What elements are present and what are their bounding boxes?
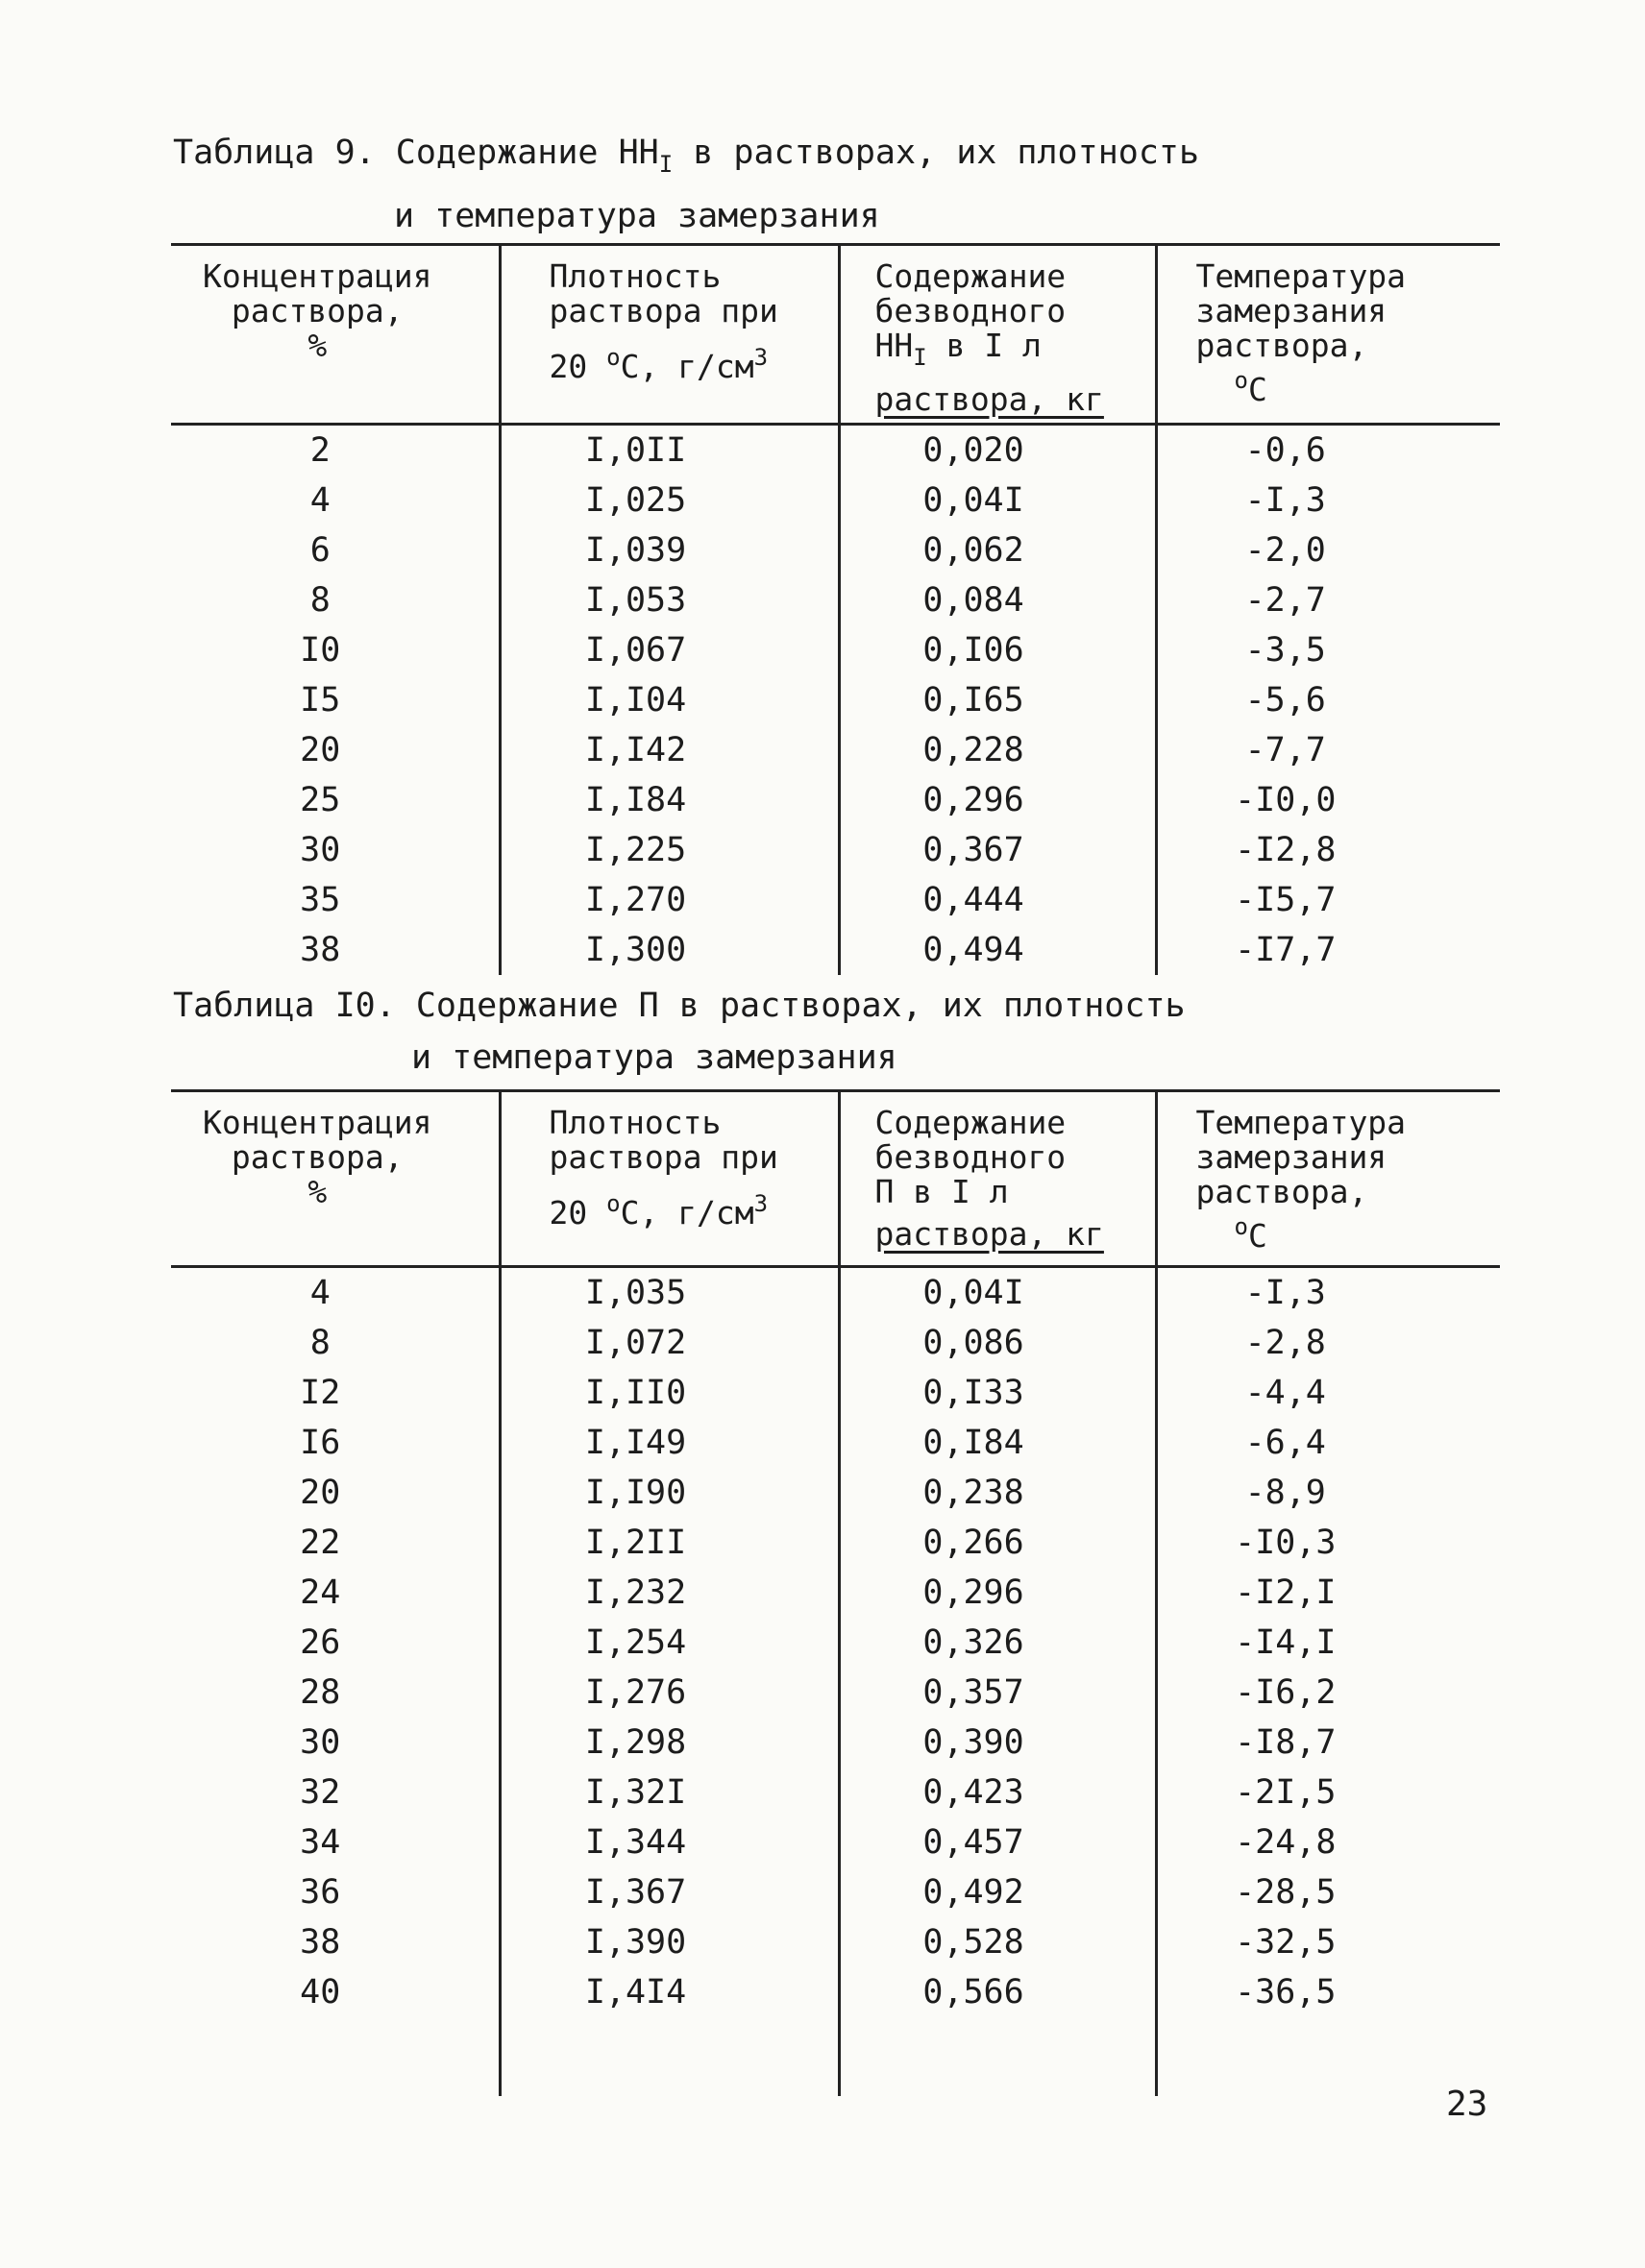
- table-9-header: [171, 245, 1500, 425]
- table-9-caption: [173, 127, 1518, 242]
- table-cell: 0,084: [839, 575, 1156, 625]
- table-cell: 0,390: [839, 1718, 1156, 1768]
- table-row: [171, 1368, 1500, 1418]
- table-cell: 0,086: [839, 1318, 1156, 1368]
- table-cell: I,300: [500, 925, 839, 975]
- table-cell: -28,5: [1235, 1873, 1337, 1912]
- table-cell: -I8,7: [1235, 1723, 1337, 1762]
- table-cell: -I,3: [1244, 481, 1326, 520]
- table-row: [171, 1318, 1500, 1368]
- table-cell: -8,9: [1244, 1474, 1326, 1512]
- table-cell: 20: [171, 1468, 500, 1518]
- table-row: [171, 575, 1500, 625]
- table-row: [171, 1618, 1500, 1668]
- table-cell: -0,6: [1244, 431, 1326, 470]
- table-10-caption-text: Таблица I0. Содержание П в растворах, их плотность: [173, 987, 1186, 1025]
- table-cell: 0,423: [839, 1768, 1156, 1817]
- table-cell: I,232: [500, 1568, 839, 1618]
- table-cell: 26: [171, 1618, 500, 1668]
- table-cell: 0,I84: [839, 1418, 1156, 1468]
- table-cell: 30: [171, 825, 500, 875]
- table-10: [171, 1089, 1500, 2096]
- table-cell: 4: [171, 476, 500, 525]
- table-cell: 0,528: [839, 1917, 1156, 1967]
- table-cell: 0,I06: [839, 625, 1156, 675]
- table-cell: I6: [171, 1418, 500, 1468]
- table-cell: -I2,I: [1235, 1573, 1337, 1612]
- table-cell: I,I90: [500, 1468, 839, 1518]
- table-cell: I,367: [500, 1867, 839, 1917]
- table-cell: -I2,8: [1235, 831, 1337, 869]
- table-cell: I,254: [500, 1618, 839, 1668]
- table-row: [171, 525, 1500, 575]
- table-cell: 0,228: [839, 725, 1156, 775]
- table-row: [171, 1468, 1500, 1518]
- header-freezing-temperature: Температура замерзания раствора, $^о$С: [1156, 1091, 1500, 1267]
- table-9-caption-subscript: I: [658, 151, 674, 178]
- table-cell: I,039: [500, 525, 839, 575]
- table-row: [171, 825, 1500, 875]
- table-cell: 0,04I: [839, 476, 1156, 525]
- table-cell: 8: [171, 1318, 500, 1368]
- table-row: [171, 1418, 1500, 1468]
- table-row: [171, 725, 1500, 775]
- table-cell: 34: [171, 1817, 500, 1867]
- table-cell: -32,5: [1235, 1923, 1337, 1962]
- table-cell: 0,494: [839, 925, 1156, 975]
- table-cell: -I,3: [1244, 1274, 1326, 1312]
- table-cell: -36,5: [1235, 1973, 1337, 2012]
- table-cell: 32: [171, 1768, 500, 1817]
- table-cell: 0,566: [839, 1967, 1156, 2017]
- table-row: [171, 625, 1500, 675]
- table-cell: 0,I65: [839, 675, 1156, 725]
- table-cell: 0,296: [839, 775, 1156, 825]
- table-10-caption-line2: и температура замерзания: [411, 1038, 897, 1077]
- table-row: [171, 1967, 1500, 2017]
- table-cell: 40: [171, 1967, 500, 2017]
- table-cell: -7,7: [1244, 731, 1326, 769]
- header-concentration: Концентрация раствора, %: [171, 245, 500, 425]
- table-row: [171, 675, 1500, 725]
- table-cell: 0,326: [839, 1618, 1156, 1668]
- table-cell: -I7,7: [1235, 931, 1337, 969]
- table-cell: I,072: [500, 1318, 839, 1368]
- table-9-body: [171, 425, 1500, 976]
- table-cell: 8: [171, 575, 500, 625]
- table-cell: -2I,5: [1235, 1773, 1337, 1812]
- table-cell: -2,8: [1244, 1324, 1326, 1362]
- table-cell: I,270: [500, 875, 839, 925]
- header-density: Плотность раствора при 20 $^о$С, $г/см^3$: [500, 245, 839, 425]
- table-cell: I2: [171, 1368, 500, 1418]
- table-cell: I0: [171, 625, 500, 675]
- table-cell: 20: [171, 725, 500, 775]
- table-cell: I,298: [500, 1718, 839, 1768]
- table-row: [171, 925, 1500, 975]
- table-cell: I,I84: [500, 775, 839, 825]
- table-cell: I,I04: [500, 675, 839, 725]
- table-cell: -4,4: [1244, 1374, 1326, 1412]
- table-cell: 35: [171, 875, 500, 925]
- table-cell: I,4I4: [500, 1967, 839, 2017]
- table-cell: I5: [171, 675, 500, 725]
- table-cell: I,I42: [500, 725, 839, 775]
- table-cell: 6: [171, 525, 500, 575]
- table-cell: -2,7: [1244, 581, 1326, 620]
- table-cell: -I0,0: [1235, 781, 1337, 819]
- table-cell: -3,5: [1244, 631, 1326, 670]
- table-row: [171, 1518, 1500, 1568]
- table-cell: -I6,2: [1235, 1673, 1337, 1712]
- table-cell: 0,457: [839, 1817, 1156, 1867]
- table-10-body: [171, 1267, 1500, 2097]
- header-concentration: Концентрация раствора, %: [171, 1091, 500, 1267]
- table-row: [171, 1768, 1500, 1817]
- table-row: [171, 425, 1500, 476]
- table-cell: I,32I: [500, 1768, 839, 1817]
- table-cell: 36: [171, 1867, 500, 1917]
- table-9-caption-line2: и температура замерзания: [394, 197, 880, 235]
- table-cell: I,067: [500, 625, 839, 675]
- table-cell: 30: [171, 1718, 500, 1768]
- table-cell: -I4,I: [1235, 1623, 1337, 1662]
- table-cell: 28: [171, 1668, 500, 1718]
- table-row: [171, 476, 1500, 525]
- table-row: [171, 1718, 1500, 1768]
- table-cell: I,I49: [500, 1418, 839, 1468]
- table-cell: 22: [171, 1518, 500, 1568]
- header-density: Плотность раствора при 20 $^о$С, $г/см^3$: [500, 1091, 839, 1267]
- table-10-caption: [173, 980, 1518, 1084]
- page-number: 23: [1446, 2085, 1488, 2124]
- table-cell: 0,492: [839, 1867, 1156, 1917]
- table-9: [171, 243, 1500, 975]
- table-row: [171, 1568, 1500, 1618]
- table-9-caption-text: Таблица 9. Содержание НН: [173, 134, 659, 172]
- table-cell: 4: [171, 1267, 500, 1319]
- table-cell: -5,6: [1244, 681, 1326, 719]
- table-row: [171, 1668, 1500, 1718]
- table-cell: 0,020: [839, 425, 1156, 476]
- table-cell: 0,266: [839, 1518, 1156, 1568]
- table-cell: I,2II: [500, 1518, 839, 1568]
- table-cell: I,025: [500, 476, 839, 525]
- table-cell: -6,4: [1244, 1424, 1326, 1462]
- table-row: [171, 1867, 1500, 1917]
- table-cell: 0,238: [839, 1468, 1156, 1518]
- table-9-caption-rest: в растворах, их плотность: [673, 134, 1200, 172]
- table-cell: 0,062: [839, 525, 1156, 575]
- table-filler-row: [171, 2017, 1500, 2096]
- table-cell: I,225: [500, 825, 839, 875]
- table-cell: 25: [171, 775, 500, 825]
- table-cell: -2,0: [1244, 531, 1326, 570]
- table-10-header: [171, 1091, 1500, 1267]
- table-cell: 38: [171, 925, 500, 975]
- header-anhydrous-content: Содержание безводного $НН_I$ в I л раствора, кг: [839, 245, 1156, 425]
- table-row: [171, 1917, 1500, 1967]
- table-cell: 24: [171, 1568, 500, 1618]
- table-cell: 0,367: [839, 825, 1156, 875]
- table-cell: I,390: [500, 1917, 839, 1967]
- table-cell: 0,I33: [839, 1368, 1156, 1418]
- header-anhydrous-content: Содержание безводного П в I л раствора, кг: [839, 1091, 1156, 1267]
- table-cell: I,0II: [500, 425, 839, 476]
- table-cell: I,035: [500, 1267, 839, 1319]
- table-cell: 2: [171, 425, 500, 476]
- table-cell: 0,296: [839, 1568, 1156, 1618]
- table-row: [171, 1817, 1500, 1867]
- table-cell: I,II0: [500, 1368, 839, 1418]
- table-cell: I,276: [500, 1668, 839, 1718]
- header-freezing-temperature: Температура замерзания раствора, $^о$С: [1156, 245, 1500, 425]
- table-cell: 0,04I: [839, 1267, 1156, 1319]
- table-cell: 38: [171, 1917, 500, 1967]
- table-cell: 0,444: [839, 875, 1156, 925]
- table-row: [171, 775, 1500, 825]
- table-cell: -24,8: [1235, 1823, 1337, 1862]
- table-cell: 0,357: [839, 1668, 1156, 1718]
- table-row: [171, 1267, 1500, 1319]
- table-row: [171, 875, 1500, 925]
- table-cell: -I0,3: [1235, 1524, 1337, 1562]
- table-cell: I,344: [500, 1817, 839, 1867]
- table-cell: I,053: [500, 575, 839, 625]
- table-cell: -I5,7: [1235, 881, 1337, 919]
